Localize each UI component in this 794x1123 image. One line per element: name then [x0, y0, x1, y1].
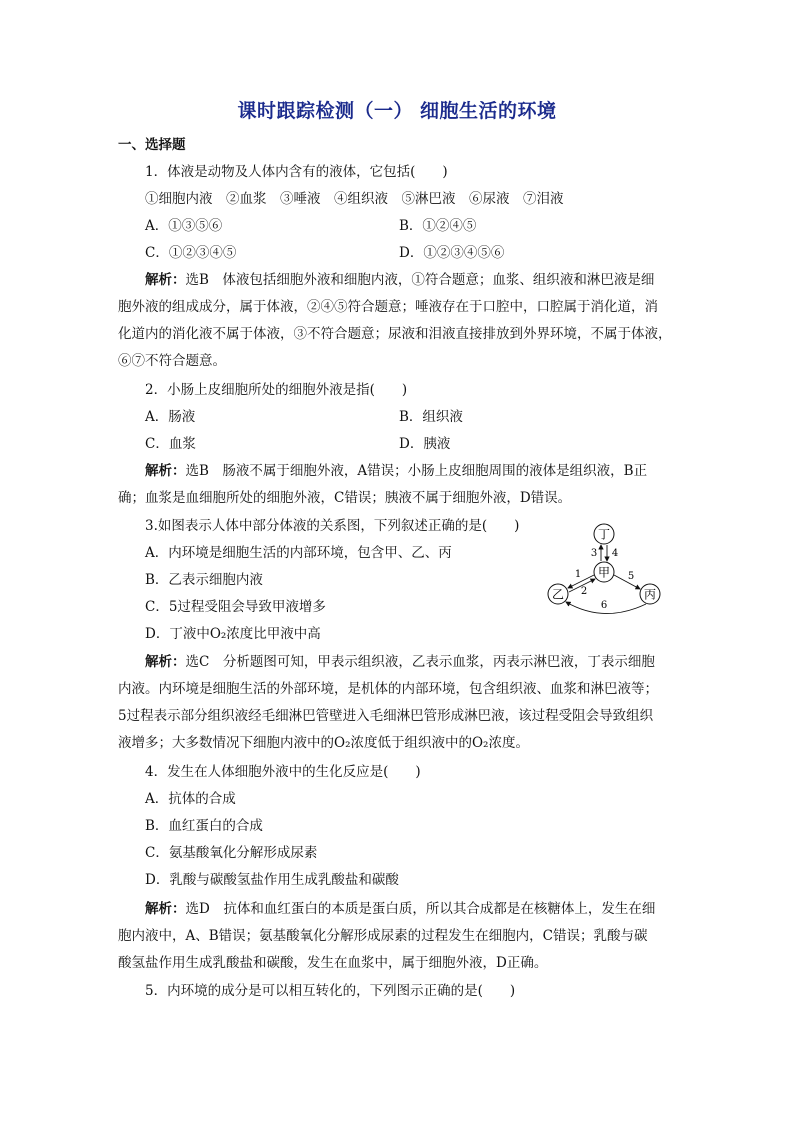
page-title: 课时跟踪检测（一） 细胞生活的环境	[237, 100, 557, 122]
q1-option-d: D．①②③④⑤⑥	[399, 245, 505, 261]
q1-items: ①细胞内液 ②血浆 ③唾液 ④组织液 ⑤淋巴液 ⑥尿液 ⑦泪液	[145, 191, 564, 207]
q1-analysis-line-1	[145, 270, 654, 290]
node-bing-label: 丙	[643, 587, 657, 602]
q5-stem: 5．内环境的成分是可以相互转化的，下列图示正确的是( )	[145, 983, 516, 999]
analysis-label: 解析：	[145, 463, 186, 479]
q1-option-c: C．①②③④⑤	[145, 245, 237, 261]
q3-analysis-line-2: 内液。内环境是细胞生活的外部环境，是机体的内部环境，包含组织液、血浆和淋巴液等；	[118, 681, 658, 697]
q3-option-a: A．内环境是细胞生活的内部环境，包含甲、乙、丙	[145, 545, 452, 561]
label-2: 2	[580, 586, 588, 597]
q2-option-c: C．血浆	[145, 436, 196, 452]
q2-analysis-line-1	[145, 461, 647, 481]
q4-stem: 4．发生在人体细胞外液中的生化反应是( )	[145, 764, 421, 780]
node-yi-label: 乙	[551, 587, 565, 602]
q3-option-b: B．乙表示细胞内液	[145, 572, 263, 588]
q3-analysis-line-3: 5过程表示部分组织液经毛细淋巴管壁进入毛细淋巴管形成淋巴液，该过程受阻会导致组织	[118, 708, 654, 724]
analysis-label: 解析：	[145, 272, 186, 288]
q4-option-c: C．氨基酸氧化分解形成尿素	[145, 845, 318, 861]
section-heading: 一、选择题	[118, 137, 186, 153]
q4-option-a: A．抗体的合成	[145, 791, 236, 807]
node-ding-label: 丁	[597, 527, 611, 542]
analysis-text: 选C 分析题图可知，甲表示组织液，乙表示血浆，丙表示淋巴液，丁表示细胞	[185, 654, 655, 670]
q3-analysis-line-1	[145, 652, 655, 672]
label-4: 4	[611, 548, 619, 559]
q1-analysis-line-3: 化道内的消化液不属于体液，③不符合题意；尿液和泪液直接排放到外界环境，不属于体液，	[118, 326, 672, 342]
analysis-text: 选B 肠液不属于细胞外液，A错误；小肠上皮细胞周围的液体是组织液，B正	[185, 463, 648, 479]
q4-analysis-line-3: 酸氢盐作用生成乳酸盐和碳酸，发生在血浆中，属于细胞外液，D正确。	[118, 955, 548, 971]
q1-option-a: A．①③⑤⑥	[145, 218, 223, 234]
q2-option-b: B．组织液	[399, 409, 463, 425]
q3-analysis-line-4: 液增多；大多数情况下细胞内液中的O₂浓度低于组织液中的O₂浓度。	[118, 735, 529, 751]
q1-option-b: B．①②④⑤	[399, 218, 477, 234]
q3-stem: 3.如图表示人体中部分体液的关系图，下列叙述正确的是( )	[145, 518, 520, 534]
q2-stem: 2．小肠上皮细胞所处的细胞外液是指( )	[145, 382, 408, 398]
label-3: 3	[590, 548, 598, 559]
q1-stem: 1．体液是动物及人体内含有的液体，它包括( )	[145, 164, 448, 180]
q4-analysis-line-1	[145, 899, 655, 919]
q2-option-a: A．肠液	[145, 409, 196, 425]
q1-analysis-line-4: ⑥⑦不符合题意。	[118, 353, 226, 369]
analysis-text: 选D 抗体和血红蛋白的本质是蛋白质，所以其合成都是在核糖体上，发生在细	[185, 901, 656, 917]
label-5: 5	[627, 571, 635, 582]
node-jia-label: 甲	[597, 565, 611, 580]
q3-option-d: D．丁液中O₂浓度比甲液中高	[145, 626, 321, 642]
label-1: 1	[574, 569, 582, 580]
q1-analysis-line-2: 胞外液的组成成分，属于体液，②④⑤符合题意；唾液存在于口腔中，口腔属于消化道，消	[118, 299, 658, 315]
label-6: 6	[600, 600, 608, 611]
q2-analysis-line-2: 确；血浆是血细胞所处的细胞外液，C错误；胰液不属于细胞外液，D错误。	[118, 490, 572, 506]
analysis-label: 解析：	[145, 901, 186, 917]
analysis-label: 解析：	[145, 654, 186, 670]
q4-option-b: B．血红蛋白的合成	[145, 818, 263, 834]
q2-option-d: D．胰液	[399, 436, 451, 452]
q3-option-c: C．5过程受阻会导致甲液增多	[145, 599, 326, 615]
q4-option-d: D．乳酸与碳酸氢盐作用生成乳酸盐和碳酸	[145, 872, 399, 888]
body-fluid-relation-diagram	[540, 522, 700, 614]
analysis-text: 选B 体液包括细胞外液和细胞内液，①符合题意；血浆、组织液和淋巴液是细	[185, 272, 655, 288]
q4-analysis-line-2: 胞内液中，A、B错误；氨基酸氧化分解形成尿素的过程发生在细胞内，C错误；乳酸与碳	[118, 928, 648, 944]
